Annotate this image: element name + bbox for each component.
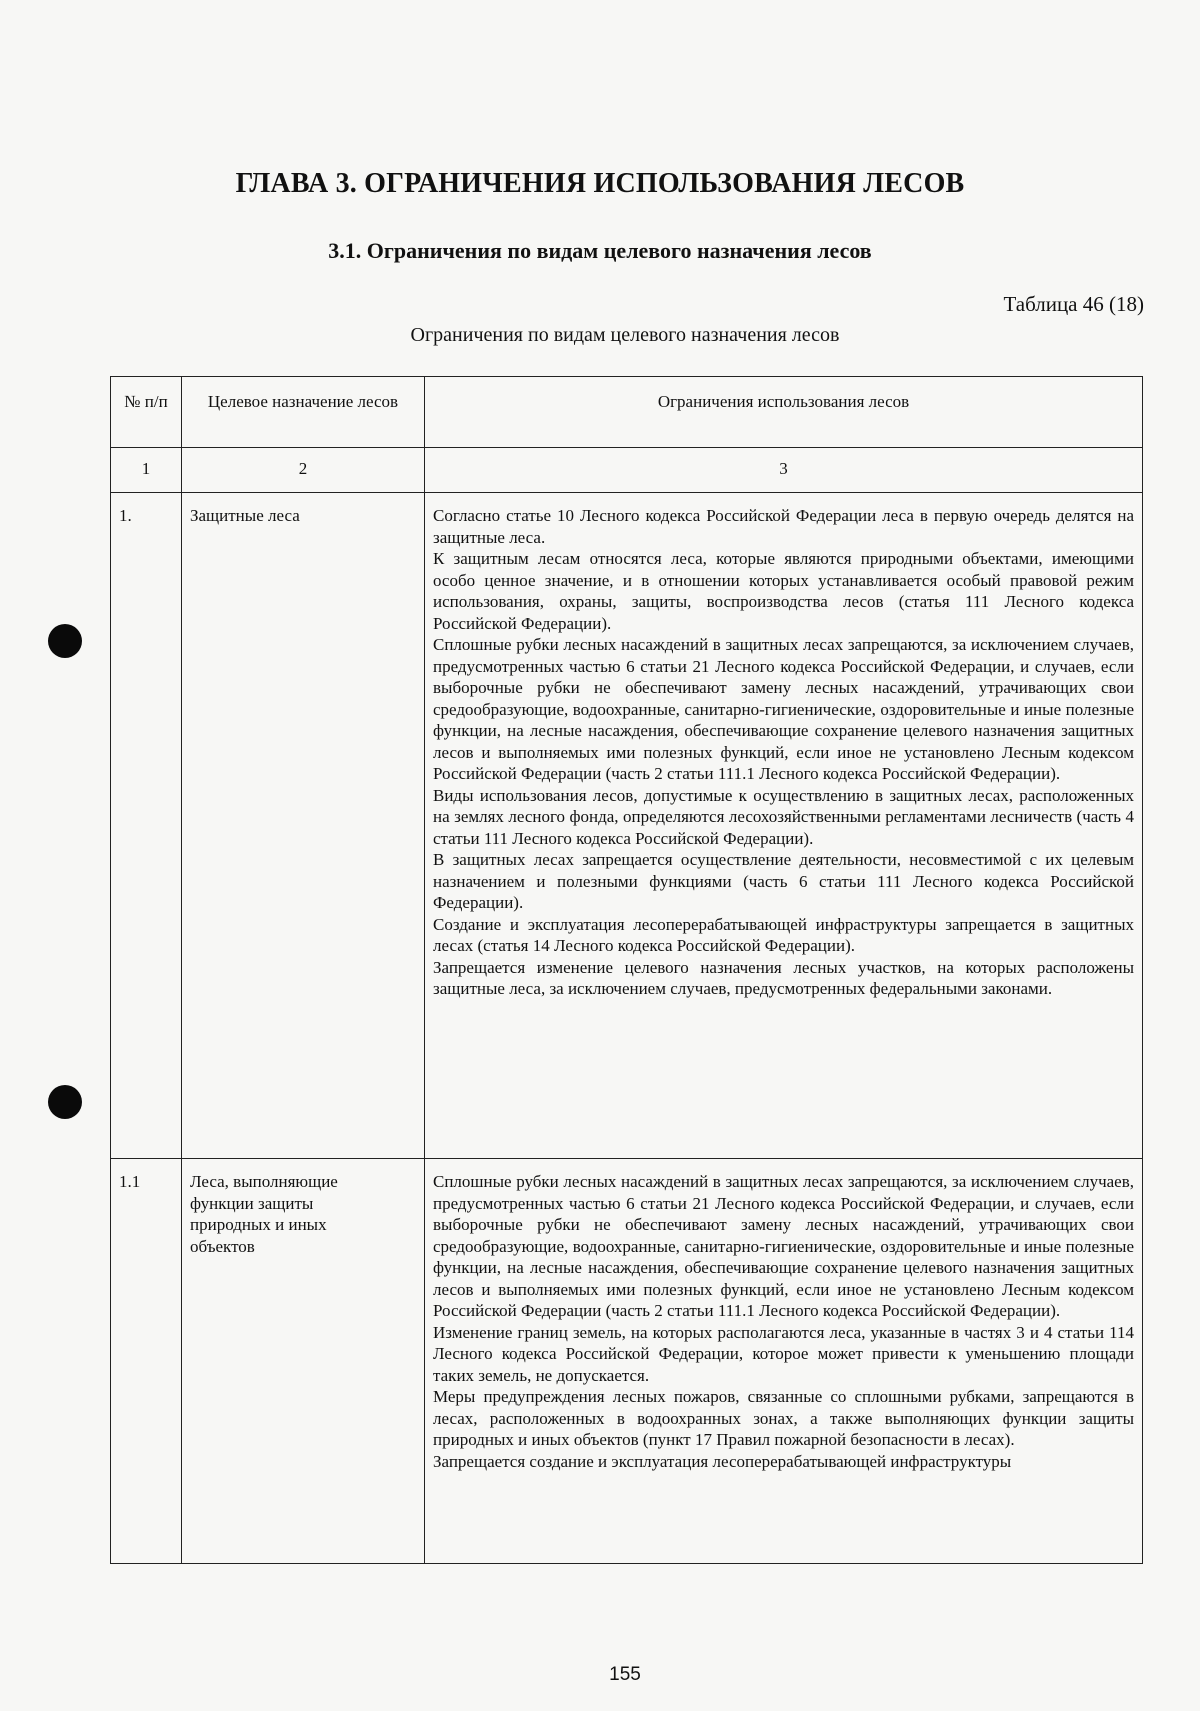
section-title: 3.1. Ограничения по видам целевого назначения лесов bbox=[328, 238, 872, 263]
restriction-paragraph: Запрещается изменение целевого назначения лесных участков, на которых расположены защитные леса, за исключением случаев, предусмотренных федеральными законами. bbox=[433, 957, 1134, 998]
restriction-paragraph: Согласно статье 10 Лесного кодекса Российской Федерации леса в первую очередь делятся на защитные леса. bbox=[433, 506, 1134, 547]
row-number-cell bbox=[111, 1159, 182, 1564]
table-header-row bbox=[111, 377, 1143, 448]
row-number: 1.1 bbox=[119, 1172, 141, 1191]
header-cell bbox=[182, 377, 425, 448]
restriction-paragraph: Изменение границ земель, на которых располагаются леса, указанные в частях 3 и 4 статьи 114 Лесного кодекса Российской Федерации, которое может привести к уменьшению площади таких земель, не допускается. bbox=[433, 1322, 1134, 1385]
column-number-cell bbox=[425, 448, 1143, 493]
column-number: 3 bbox=[779, 459, 788, 478]
restriction-paragraph: Создание и эксплуатация лесоперерабатывающей инфраструктуры запрещается в защитных лесах (статья 14 Лесного кодекса Российской Федерации). bbox=[433, 914, 1134, 955]
restrictions-table bbox=[110, 376, 1143, 1564]
header-purpose: Целевое назначение лесов bbox=[207, 392, 399, 411]
column-number-cell bbox=[182, 448, 425, 493]
restriction-paragraph: Виды использования лесов, допустимые к осуществлению в защитных лесах, расположенных на землях лесного фонда, определяются лесохозяйственными регламентами лесничеств (часть 4 статьи 111 Лесного кодекса Российской Федерации). bbox=[433, 785, 1134, 848]
table-row bbox=[111, 493, 1143, 1159]
column-number: 2 bbox=[298, 459, 308, 478]
header-number: № п/п bbox=[124, 392, 168, 411]
chapter-title: ГЛАВА 3. ОГРАНИЧЕНИЯ ИСПОЛЬЗОВАНИЯ ЛЕСОВ bbox=[235, 168, 965, 199]
restriction-paragraph: Сплошные рубки лесных насаждений в защитных лесах запрещаются, за исключением случаев, предусмотренных частью 6 статьи 21 Лесного кодекса Российской Федерации, и случаев, если выборочные рубки не обеспечивают замену лесных насаждений, утрачивающих свои средообразующие, водоохранные, санитарно-гигиенические, оздоровительные и иные полезные функции, на лесные насаждения, обеспечивающие сохранение целевого назначения защитных лесов и выполняемых ими полезных функций, если иное не установлено Лесным кодексом Российской Федерации (часть 2 статьи 111.1 Лесного кодекса Российской Федерации). bbox=[433, 1172, 1134, 1320]
restrictions-text bbox=[425, 493, 1142, 1000]
restriction-paragraph: К защитным лесам относятся леса, которые являются природными объектами, имеющими особо ценное значение, и в отношении которых устанавливается особый правовой режим использования, охраны, защиты, воспроизводства лесов (статья 111 Лесного кодекса Российской Федерации). bbox=[433, 549, 1134, 633]
table-caption: Ограничения по видам целевого назначения лесов bbox=[410, 324, 840, 346]
restriction-paragraph: В защитных лесах запрещается осуществление деятельности, несовместимой с их целевым назначением и полезными функциями (часть 6 статьи 111 Лесного кодекса Российской Федерации). bbox=[433, 850, 1134, 912]
restrictions-cell bbox=[425, 1159, 1143, 1564]
table-row bbox=[111, 1159, 1143, 1564]
header-cell bbox=[425, 377, 1143, 448]
punch-hole bbox=[48, 624, 82, 658]
column-number: 1 bbox=[141, 459, 151, 478]
purpose-cell bbox=[182, 493, 425, 1159]
restriction-paragraph: Меры предупреждения лесных пожаров, связанные со сплошными рубками, запрещаются в лесах, расположенных в водоохранных зонах, а также выполняющих функции защиты природных и иных объектов (пункт 17 Правил пожарной безопасности в лесах). bbox=[433, 1387, 1134, 1449]
restriction-paragraph: Запрещается создание и эксплуатация лесоперерабатывающей инфраструктуры bbox=[433, 1451, 1012, 1471]
punch-hole bbox=[48, 1085, 82, 1119]
restrictions-text bbox=[425, 1159, 1142, 1472]
row-number: 1. bbox=[119, 506, 132, 525]
header-cell bbox=[111, 377, 182, 448]
column-number-row bbox=[111, 448, 1143, 493]
header-restrictions: Ограничения использования лесов bbox=[657, 392, 910, 411]
row-number-cell bbox=[111, 493, 182, 1159]
restriction-paragraph: Сплошные рубки лесных насаждений в защитных лесах запрещаются, за исключением случаев, предусмотренных частью 6 статьи 21 Лесного кодекса Российской Федерации, и случаев, если выборочные рубки не обеспечивают замену лесных насаждений, утрачивающих свои средообразующие, водоохранные, санитарно-гигиенические, оздоровительные и иные полезные функции, на лесные насаждения, обеспечивающие сохранение целевого назначения защитных лесов и выполняемых ими полезных функций, если иное не установлено Лесным кодексом Российской Федерации (часть 2 статьи 111.1 Лесного кодекса Российской Федерации). bbox=[433, 635, 1134, 783]
purpose-cell bbox=[182, 1159, 425, 1564]
row-purpose: Леса, выполняющие функции защиты природных и иных объектов bbox=[190, 1172, 338, 1256]
row-purpose: Защитные леса bbox=[190, 506, 300, 525]
table-number: Таблица 46 (18) bbox=[1003, 292, 1144, 316]
restrictions-cell bbox=[425, 493, 1143, 1159]
column-number-cell bbox=[111, 448, 182, 493]
page-number: 155 bbox=[609, 1664, 641, 1685]
